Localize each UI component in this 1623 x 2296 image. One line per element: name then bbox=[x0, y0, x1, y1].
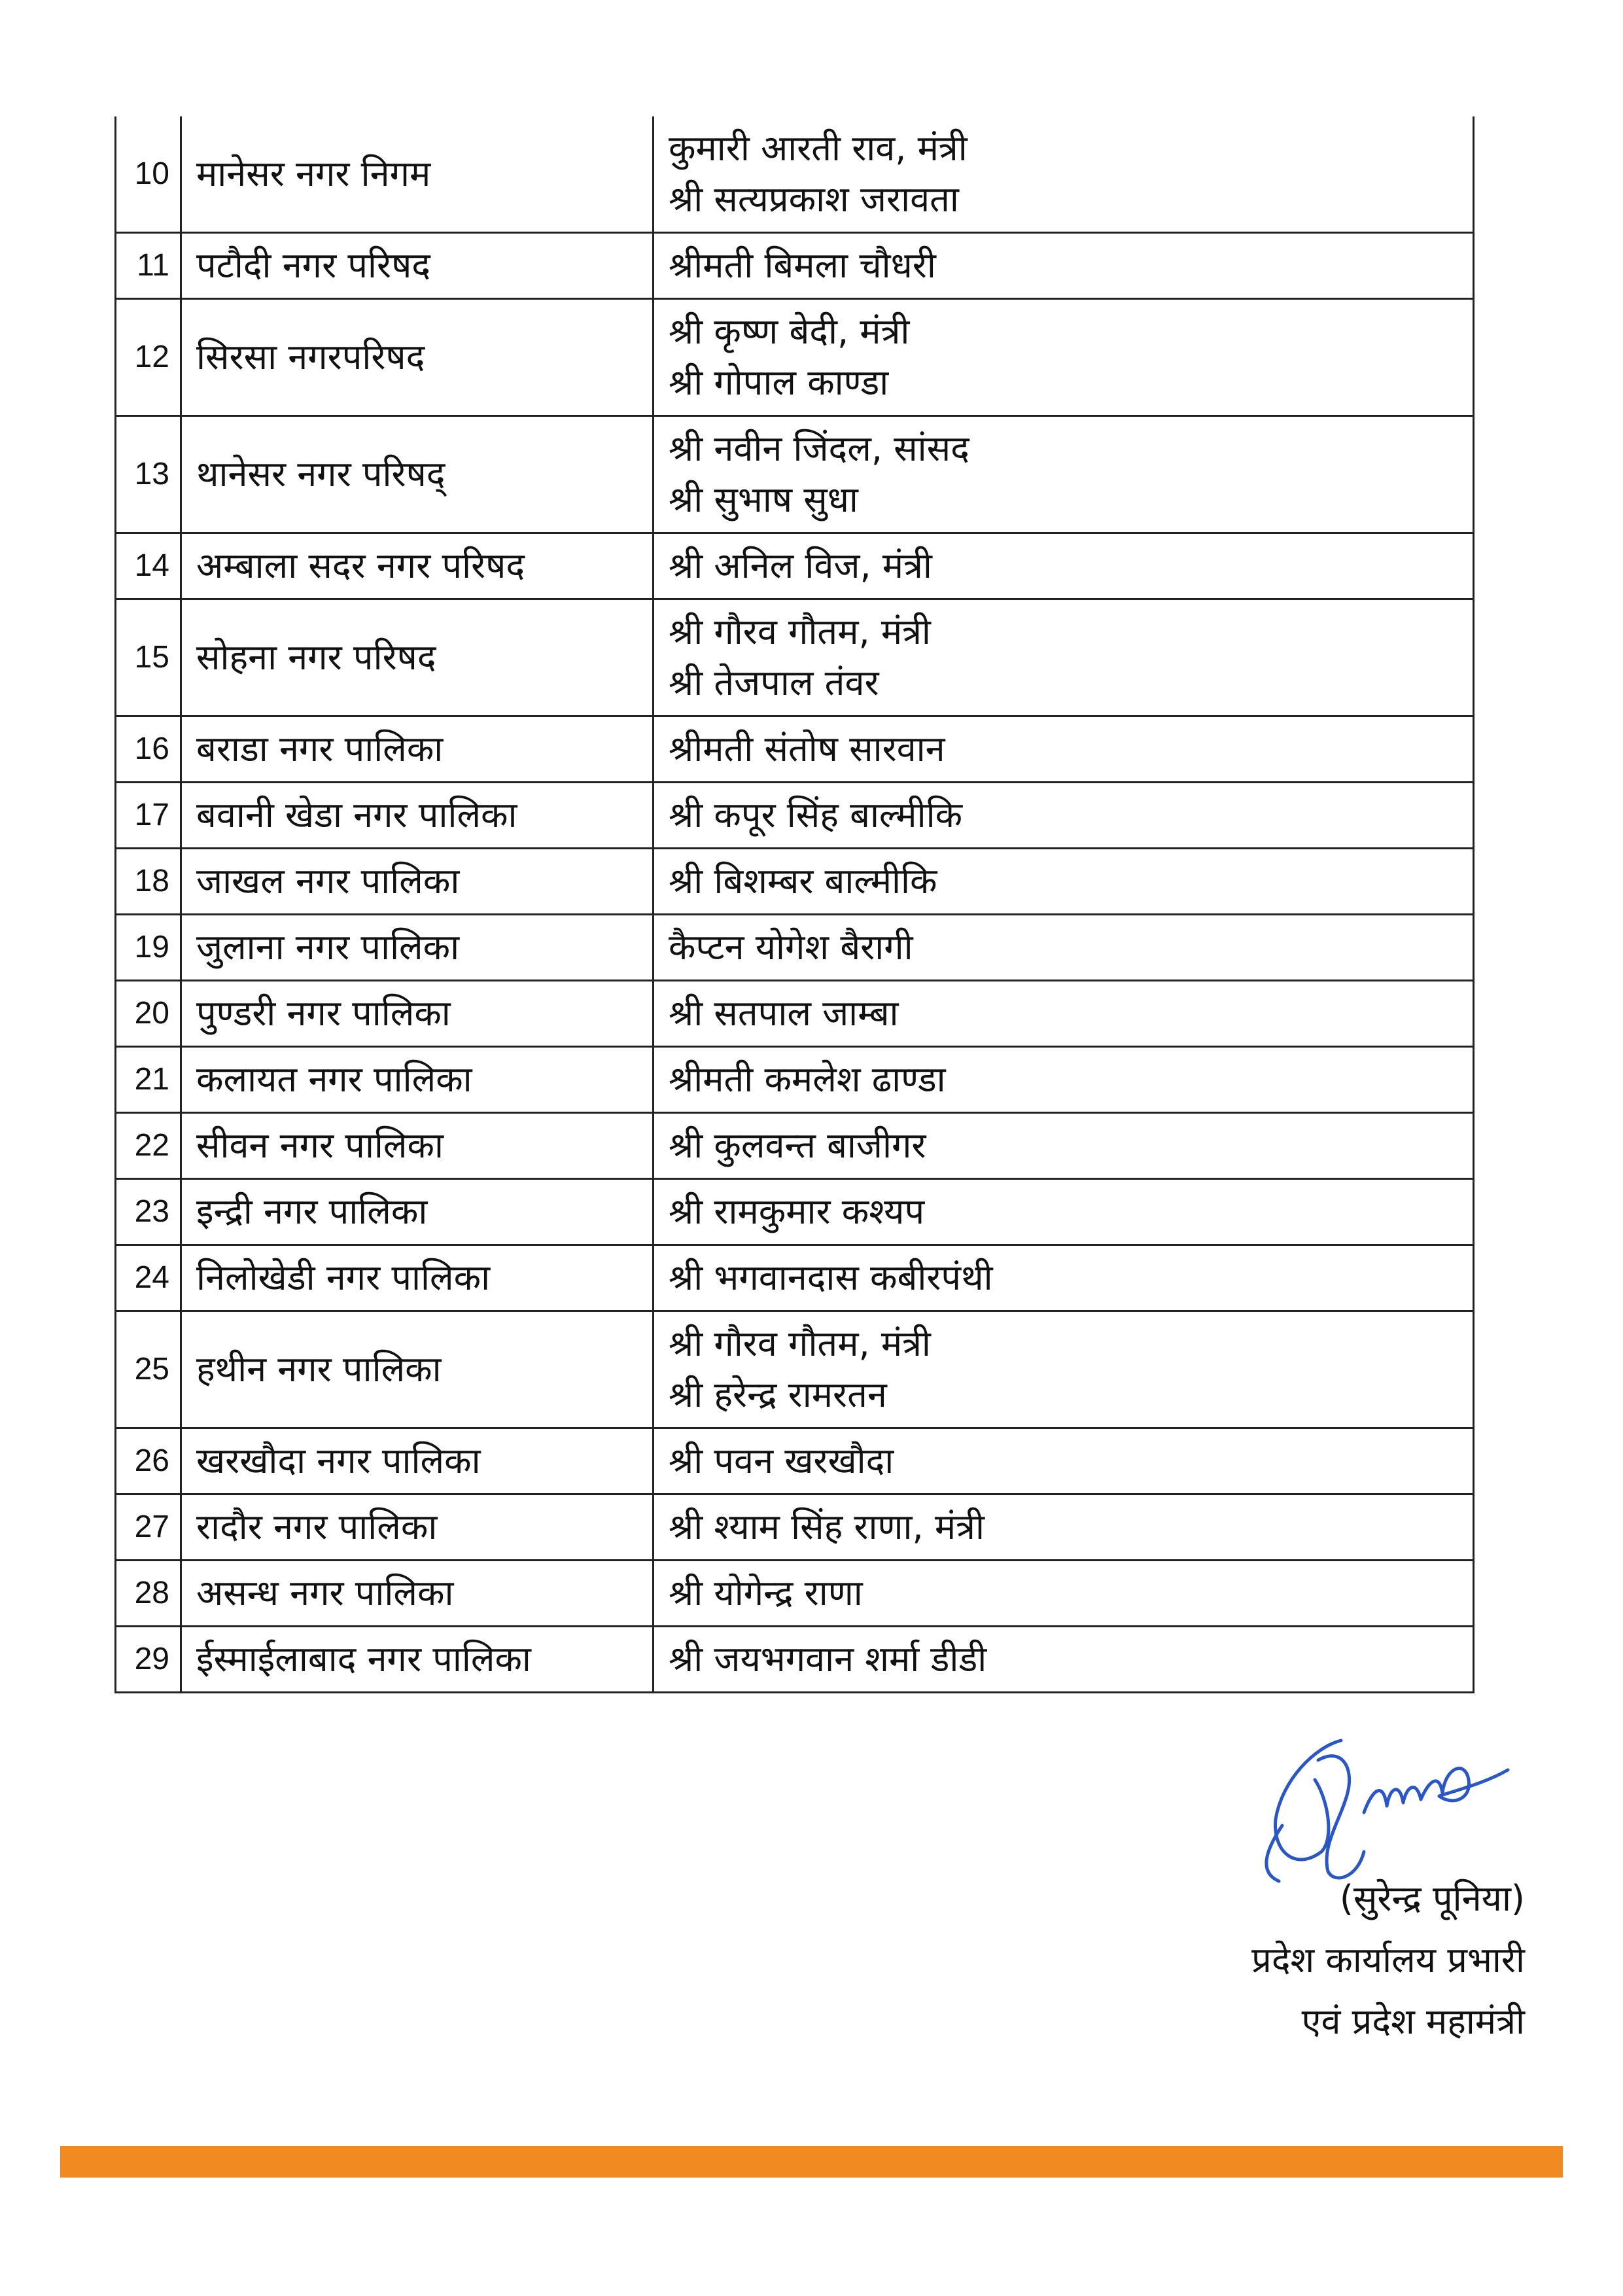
row-number: 10 bbox=[116, 116, 181, 233]
row-number: 11 bbox=[116, 233, 181, 299]
person-name: श्री कपूर सिंह बाल्मीकि bbox=[669, 794, 963, 836]
row-number: 13 bbox=[116, 416, 181, 533]
municipal-body: अम्बाला सदर नगर परिषद bbox=[181, 533, 654, 599]
table-body bbox=[116, 116, 1474, 1693]
row-number: 27 bbox=[116, 1494, 181, 1561]
municipal-body: मानेसर नगर निगम bbox=[181, 116, 654, 233]
table-row bbox=[116, 915, 1474, 981]
table-row bbox=[116, 1561, 1474, 1627]
municipal-body: ईस्माईलाबाद नगर पालिका bbox=[181, 1627, 654, 1693]
person-name: श्री गोपाल काण्डा bbox=[669, 362, 889, 403]
person-name: श्री हरेन्द्र रामरतन bbox=[669, 1374, 887, 1415]
municipal-body: हथीन नगर पालिका bbox=[181, 1311, 654, 1428]
assigned-persons bbox=[654, 1428, 1474, 1494]
municipal-body: बवानी खेडा नगर पालिका bbox=[181, 783, 654, 849]
row-number: 28 bbox=[116, 1561, 181, 1627]
assigned-persons bbox=[654, 783, 1474, 849]
appointments-table bbox=[114, 116, 1475, 1693]
person-name: श्री गौरव गौतम, मंत्री bbox=[669, 1323, 931, 1364]
person-name: कुमारी आरती राव, मंत्री bbox=[669, 128, 968, 169]
person-name: श्री पवन खरखौदा bbox=[669, 1440, 894, 1481]
person-name: श्री बिशम्बर बाल्मीकि bbox=[669, 860, 937, 902]
table-row bbox=[116, 1179, 1474, 1245]
table-row bbox=[116, 416, 1474, 533]
municipal-body: सिरसा नगरपरिषद bbox=[181, 299, 654, 416]
assigned-persons bbox=[654, 533, 1474, 599]
table-row bbox=[116, 233, 1474, 299]
municipal-body: कलायत नगर पालिका bbox=[181, 1047, 654, 1113]
assigned-persons bbox=[654, 1561, 1474, 1627]
person-name: श्रीमती संतोष सारवान bbox=[669, 728, 945, 769]
municipal-body: पटौदी नगर परिषद bbox=[181, 233, 654, 299]
row-number: 14 bbox=[116, 533, 181, 599]
row-number: 21 bbox=[116, 1047, 181, 1113]
municipal-body: रादौर नगर पालिका bbox=[181, 1494, 654, 1561]
person-name: श्री कृष्ण बेदी, मंत्री bbox=[669, 311, 910, 352]
person-name: श्री योगेन्द्र राणा bbox=[669, 1572, 863, 1614]
person-name: श्री रामकुमार कश्यप bbox=[669, 1191, 925, 1232]
municipal-body: निलोखेडी नगर पालिका bbox=[181, 1245, 654, 1311]
municipal-body: जाखल नगर पालिका bbox=[181, 849, 654, 915]
table-row bbox=[116, 1245, 1474, 1311]
row-number: 22 bbox=[116, 1113, 181, 1179]
footer-bar bbox=[60, 2146, 1563, 2178]
row-number: 24 bbox=[116, 1245, 181, 1311]
municipal-body: बराडा नगर पालिका bbox=[181, 716, 654, 783]
signatory-name: (सुरेन्द्र पूनिया) bbox=[1339, 1878, 1525, 1919]
person-name: श्री श्याम सिंह राणा, मंत्री bbox=[669, 1506, 985, 1547]
table-row bbox=[116, 981, 1474, 1047]
row-number: 12 bbox=[116, 299, 181, 416]
assigned-persons bbox=[654, 1245, 1474, 1311]
table-row bbox=[116, 533, 1474, 599]
row-number: 23 bbox=[116, 1179, 181, 1245]
row-number: 16 bbox=[116, 716, 181, 783]
row-number: 18 bbox=[116, 849, 181, 915]
person-name: श्री तेजपाल तंवर bbox=[669, 662, 879, 703]
assigned-persons bbox=[654, 1494, 1474, 1561]
municipal-body: इन्द्री नगर पालिका bbox=[181, 1179, 654, 1245]
table-row bbox=[116, 1494, 1474, 1561]
municipal-body: सोहना नगर परिषद bbox=[181, 599, 654, 716]
assigned-persons bbox=[654, 1047, 1474, 1113]
municipal-body: जुलाना नगर पालिका bbox=[181, 915, 654, 981]
person-name: कैप्टन योगेश बैरागी bbox=[669, 927, 913, 968]
assigned-persons bbox=[654, 849, 1474, 915]
row-number: 19 bbox=[116, 915, 181, 981]
table-row bbox=[116, 299, 1474, 416]
person-name: श्रीमती कमलेश ढाण्डा bbox=[669, 1059, 946, 1100]
assigned-persons bbox=[654, 1627, 1474, 1693]
table-row bbox=[116, 116, 1474, 233]
row-number: 25 bbox=[116, 1311, 181, 1428]
table-row bbox=[116, 599, 1474, 716]
assigned-persons bbox=[654, 299, 1474, 416]
table-row bbox=[116, 849, 1474, 915]
person-name: श्रीमती बिमला चौधरी bbox=[669, 245, 936, 286]
row-number: 15 bbox=[116, 599, 181, 716]
table-row bbox=[116, 1627, 1474, 1693]
row-number: 17 bbox=[116, 783, 181, 849]
person-name: श्री गौरव गौतम, मंत्री bbox=[669, 611, 931, 652]
municipal-body: असन्ध नगर पालिका bbox=[181, 1561, 654, 1627]
assigned-persons bbox=[654, 1311, 1474, 1428]
assigned-persons bbox=[654, 416, 1474, 533]
row-number: 26 bbox=[116, 1428, 181, 1494]
assigned-persons bbox=[654, 1113, 1474, 1179]
assigned-persons bbox=[654, 981, 1474, 1047]
person-name: श्री नवीन जिंदल, सांसद bbox=[669, 428, 969, 469]
municipal-body: थानेसर नगर परिषद् bbox=[181, 416, 654, 533]
person-name: श्री सत्यप्रकाश जरावता bbox=[669, 179, 959, 220]
person-name: श्री जयभगवान शर्मा डीडी bbox=[669, 1638, 987, 1680]
person-name: श्री अनिल विज, मंत्री bbox=[669, 545, 932, 586]
municipal-body: सीवन नगर पालिका bbox=[181, 1113, 654, 1179]
municipal-body: पुण्डरी नगर पालिका bbox=[181, 981, 654, 1047]
person-name: श्री सुभाष सुधा bbox=[669, 479, 858, 520]
municipal-body: खरखौदा नगर पालिका bbox=[181, 1428, 654, 1494]
table-row bbox=[116, 716, 1474, 783]
signatory-block bbox=[1251, 1868, 1525, 2053]
assigned-persons bbox=[654, 116, 1474, 233]
assigned-persons bbox=[654, 1179, 1474, 1245]
row-number: 29 bbox=[116, 1627, 181, 1693]
assigned-persons bbox=[654, 716, 1474, 783]
assigned-persons bbox=[654, 915, 1474, 981]
table-row bbox=[116, 783, 1474, 849]
assigned-persons bbox=[654, 233, 1474, 299]
signatory-title: प्रदेश कार्यालय प्रभारी bbox=[1251, 1939, 1525, 1981]
person-name: श्री भगवानदास कबीरपंथी bbox=[669, 1257, 993, 1298]
table-row bbox=[116, 1428, 1474, 1494]
table-row bbox=[116, 1047, 1474, 1113]
person-name: श्री सतपाल जाम्बा bbox=[669, 993, 899, 1034]
table-row bbox=[116, 1311, 1474, 1428]
table-row bbox=[116, 1113, 1474, 1179]
assigned-persons bbox=[654, 599, 1474, 716]
person-name: श्री कुलवन्त बाजीगर bbox=[669, 1125, 926, 1166]
row-number: 20 bbox=[116, 981, 181, 1047]
signatory-title-2: एवं प्रदेश महामंत्री bbox=[1301, 2001, 1525, 2042]
